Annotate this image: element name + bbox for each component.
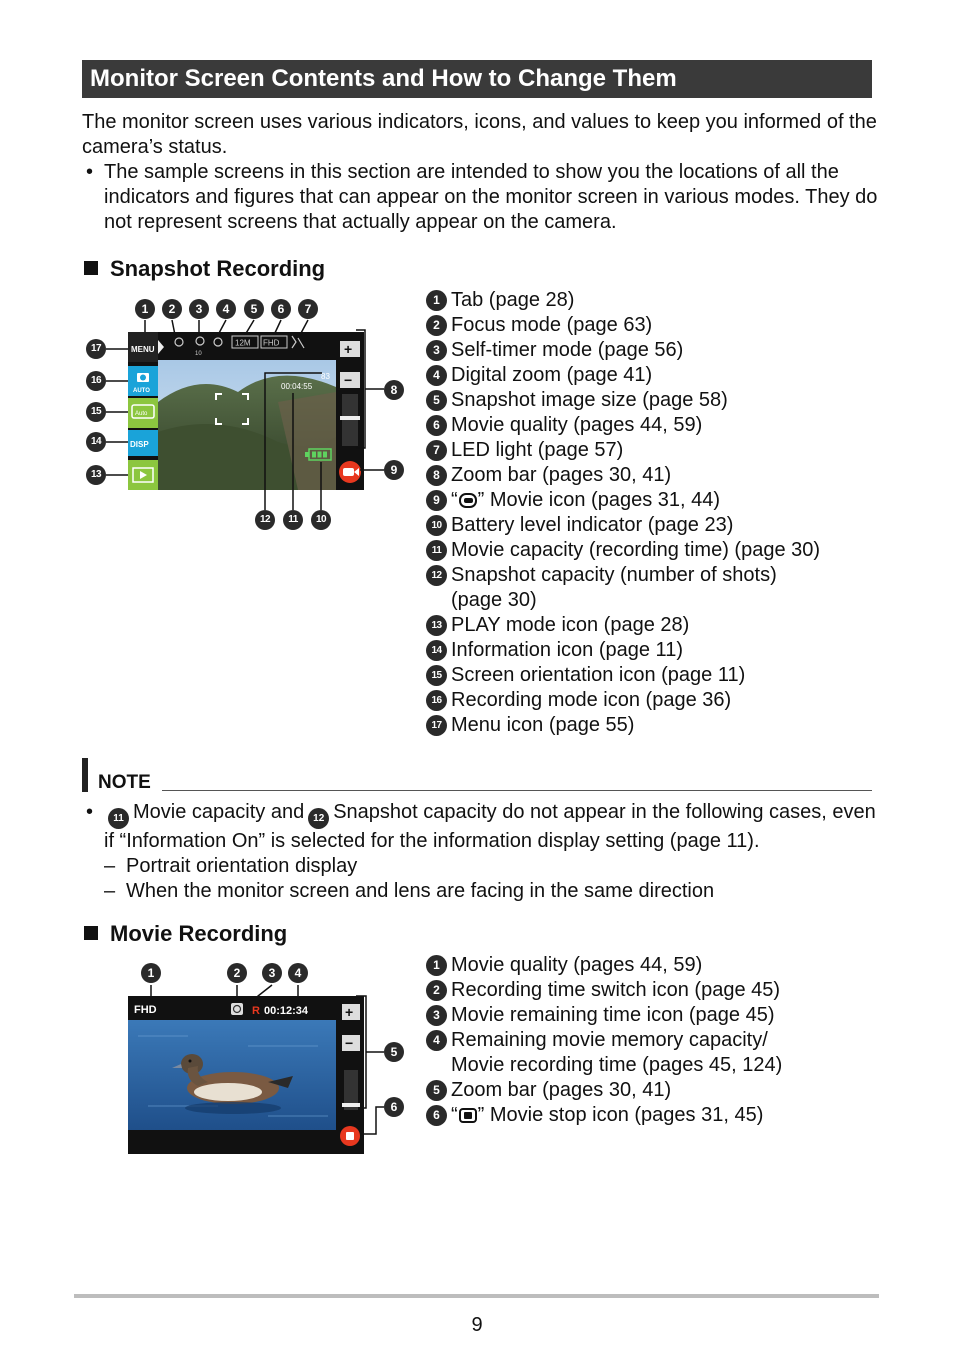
snapshot-legend-item — [426, 663, 820, 688]
movie-callout-6: 6 — [384, 1097, 404, 1117]
snapshot-legend-number: 13 — [426, 615, 447, 636]
movie-legend-number: 4 — [426, 1030, 447, 1051]
movie-quality-value: FHD — [134, 1004, 157, 1016]
snapshot-legend-text: Snapshot capacity (number of shots) — [451, 564, 777, 586]
movie-legend-item — [426, 1103, 782, 1128]
snapshot-legend-item — [426, 538, 820, 563]
movie-heading — [84, 921, 287, 947]
remaining-time-icon: R — [252, 1005, 260, 1017]
snapshot-legend-text: Recording mode icon (page 36) — [451, 689, 732, 711]
quote-open: “ — [451, 489, 458, 511]
movie-screen — [128, 996, 364, 1154]
movie-camera-icon — [459, 493, 477, 508]
minus-sign: − — [344, 372, 353, 388]
movie-legend-number: 1 — [426, 955, 447, 976]
movie-legend-number: 2 — [426, 980, 447, 1001]
snapshot-legend-text: Zoom bar (pages 30, 41) — [451, 464, 672, 486]
snapshot-legend-number: 3 — [426, 340, 447, 361]
callout-2: 2 — [162, 299, 182, 319]
legend-text-rest: ” Movie stop icon (pages 31, 45) — [477, 1104, 764, 1126]
time-switch-icon[interactable] — [231, 1003, 243, 1015]
snapshot-legend-number: 12 — [426, 565, 447, 586]
snapshot-legend-item — [426, 338, 820, 363]
snapshot-legend-item — [426, 563, 820, 588]
zoom-handle[interactable] — [340, 416, 360, 420]
movie-legend-text: Movie quality (pages 44, 59) — [451, 954, 703, 976]
note-dash-1 — [82, 854, 882, 879]
note-num-12: 12 — [308, 808, 329, 829]
footer-rule — [74, 1294, 879, 1298]
auto-label: AUTO — [133, 388, 150, 394]
movie-heading-text: Movie Recording — [110, 921, 288, 946]
movie-capacity: 00:04:55 — [281, 382, 313, 391]
snapshot-legend-number: 9 — [426, 490, 447, 511]
square-bullet-icon — [84, 261, 98, 275]
intro-block — [82, 110, 882, 235]
snapshot-legend-number: 4 — [426, 365, 447, 386]
menu-label[interactable]: MENU — [131, 345, 155, 354]
note-body — [82, 800, 882, 904]
movie-legend-number: 6 — [426, 1105, 447, 1126]
snapshot-legend-number: 16 — [426, 690, 447, 711]
callout-17: 17 — [86, 339, 106, 359]
snapshot-legend-text: Tab (page 28) — [451, 289, 575, 311]
callout-13: 13 — [86, 465, 106, 485]
snapshot-legend-item — [426, 438, 820, 463]
snapshot-heading-text: Snapshot Recording — [110, 256, 326, 281]
callout-9: 9 — [384, 460, 404, 480]
note-num-11: 11 — [108, 808, 129, 829]
bullet-mark: • — [86, 801, 94, 823]
snapshot-legend-item — [426, 313, 820, 338]
movie-callout-1: 1 — [141, 963, 161, 983]
snapshot-legend-text: Movie capacity (recording time) (page 30) — [451, 539, 821, 561]
snapshot-legend-number: 14 — [426, 640, 447, 661]
callout-6: 6 — [271, 299, 291, 319]
movie-legend-item — [426, 953, 782, 978]
note-header — [82, 758, 872, 792]
snapshot-legend-text: Battery level indicator (page 23) — [451, 514, 734, 536]
movie-callout-4: 4 — [288, 963, 308, 983]
snapshot-legend-text: Movie quality (pages 44, 59) — [451, 414, 703, 436]
snapshot-legend-text — [451, 488, 720, 513]
snapshot-legend-text: LED light (page 57) — [451, 439, 624, 461]
note-bar — [82, 758, 88, 792]
callout-8: 8 — [384, 380, 404, 400]
snapshot-legend-number: 2 — [426, 315, 447, 336]
callout-10: 10 — [311, 510, 331, 530]
note-label: NOTE — [98, 772, 151, 793]
callout-14: 14 — [86, 432, 106, 452]
bullet-text: The sample screens in this section are intended to show you the locations of all the indicators and figures that can appear on the monitor screen in various modes. They do not represent screens that actually appear on the camera. — [104, 161, 878, 233]
snapshot-legend-item — [426, 513, 820, 538]
movie-callout-2: 2 — [227, 963, 247, 983]
callout-7: 7 — [298, 299, 318, 319]
snapshot-legend — [426, 288, 820, 738]
callout-16: 16 — [86, 371, 106, 391]
snapshot-legend-number: 17 — [426, 715, 447, 736]
image-size-value: 12M — [235, 338, 251, 348]
snapshot-legend-item — [426, 363, 820, 388]
snapshot-legend-text: Screen orientation icon (page 11) — [451, 664, 746, 686]
movie-legend-text: Zoom bar (pages 30, 41) — [451, 1079, 672, 1101]
plus-sign: + — [344, 341, 353, 357]
snapshot-legend-number: 7 — [426, 440, 447, 461]
note-dash-2 — [82, 879, 882, 904]
movie-legend — [426, 953, 782, 1128]
snapshot-capacity: 83 — [321, 372, 330, 381]
note-text-b: Snapshot capacity do not appear in the following cases, even if “Information On” is selected for the information display setting (page 11). — [104, 801, 876, 852]
movie-legend-item — [426, 1003, 782, 1028]
note-text-a: Movie capacity and — [133, 801, 305, 823]
square-bullet-icon — [84, 926, 98, 940]
snapshot-legend-text: Self-timer mode (page 56) — [451, 339, 684, 361]
movie-legend-continuation: Movie recording time (pages 45, 124) — [451, 1054, 783, 1076]
note-divider — [162, 790, 872, 791]
snapshot-legend-item — [426, 388, 820, 413]
plus-sign: + — [345, 1004, 354, 1020]
timer-value: 10 — [195, 351, 202, 357]
intro-text: The monitor screen uses various indicators, icons, and values to keep you informed of the camera’s status. — [82, 111, 877, 158]
zoom-handle[interactable] — [342, 1103, 360, 1107]
page-title: Monitor Screen Contents and How to Change Them — [82, 60, 872, 98]
snapshot-legend-item — [426, 288, 820, 313]
callout-1: 1 — [135, 299, 155, 319]
intro-bullet — [82, 160, 882, 235]
snapshot-legend-number: 8 — [426, 465, 447, 486]
snapshot-legend-item — [426, 488, 820, 513]
snapshot-legend-number: 15 — [426, 665, 447, 686]
quote-open: “ — [451, 1104, 458, 1126]
snapshot-legend-item — [426, 688, 820, 713]
snapshot-legend-text: Digital zoom (page 41) — [451, 364, 653, 386]
snapshot-legend-text: Focus mode (page 63) — [451, 314, 653, 336]
snapshot-legend-continuation: (page 30) — [451, 589, 537, 611]
movie-callout-3: 3 — [262, 963, 282, 983]
callout-5: 5 — [244, 299, 264, 319]
auto-badge: Auto — [135, 411, 148, 417]
movie-callout-5: 5 — [384, 1042, 404, 1062]
page-number: 9 — [471, 1314, 483, 1336]
snapshot-legend-number: 11 — [426, 540, 447, 561]
snapshot-legend-number: 10 — [426, 515, 447, 536]
dash-text-1: Portrait orientation display — [126, 855, 358, 877]
snapshot-legend-number: 1 — [426, 290, 447, 311]
movie-time-value: 00:12:34 — [264, 1005, 309, 1017]
movie-legend-text: Recording time switch icon (page 45) — [451, 979, 781, 1001]
disp-label: DISP — [130, 440, 149, 449]
movie-quality-value: FHD — [263, 338, 280, 348]
snapshot-legend-number: 5 — [426, 390, 447, 411]
minus-sign: − — [345, 1035, 354, 1051]
legend-text-rest: ” Movie icon (pages 31, 44) — [477, 489, 721, 511]
movie-legend-text: Movie remaining time icon (page 45) — [451, 1004, 775, 1026]
movie-legend-item — [426, 1078, 782, 1103]
snapshot-legend-item — [426, 638, 820, 663]
callout-3: 3 — [189, 299, 209, 319]
callout-4: 4 — [216, 299, 236, 319]
movie-legend-item — [426, 1028, 782, 1053]
snapshot-legend-item — [426, 713, 820, 738]
bullet-mark: • — [86, 161, 94, 183]
snapshot-legend-item — [426, 413, 820, 438]
callout-12: 12 — [255, 510, 275, 530]
movie-stop-icon — [459, 1108, 477, 1123]
callout-15: 15 — [86, 402, 106, 422]
dash-mark: – — [104, 880, 116, 902]
snapshot-legend-text: Snapshot image size (page 58) — [451, 389, 728, 411]
snapshot-legend-item — [426, 613, 820, 638]
callout-11: 11 — [283, 510, 303, 530]
snapshot-screen — [128, 332, 364, 490]
snapshot-legend-item — [426, 463, 820, 488]
snapshot-legend-number: 6 — [426, 415, 447, 436]
movie-legend-item — [426, 978, 782, 1003]
dash-text-2: When the monitor screen and lens are facing in the same direction — [126, 880, 715, 902]
movie-legend-number: 3 — [426, 1005, 447, 1026]
snapshot-legend-text: Menu icon (page 55) — [451, 714, 635, 736]
note-bullet — [82, 800, 882, 854]
movie-legend-text: Remaining movie memory capacity/ — [451, 1029, 768, 1051]
movie-legend-number: 5 — [426, 1080, 447, 1101]
snapshot-legend-text: PLAY mode icon (page 28) — [451, 614, 690, 636]
snapshot-legend-text: Information icon (page 11) — [451, 639, 683, 661]
snapshot-heading — [84, 256, 325, 282]
dash-mark: – — [104, 855, 116, 877]
movie-legend-text — [451, 1103, 763, 1128]
